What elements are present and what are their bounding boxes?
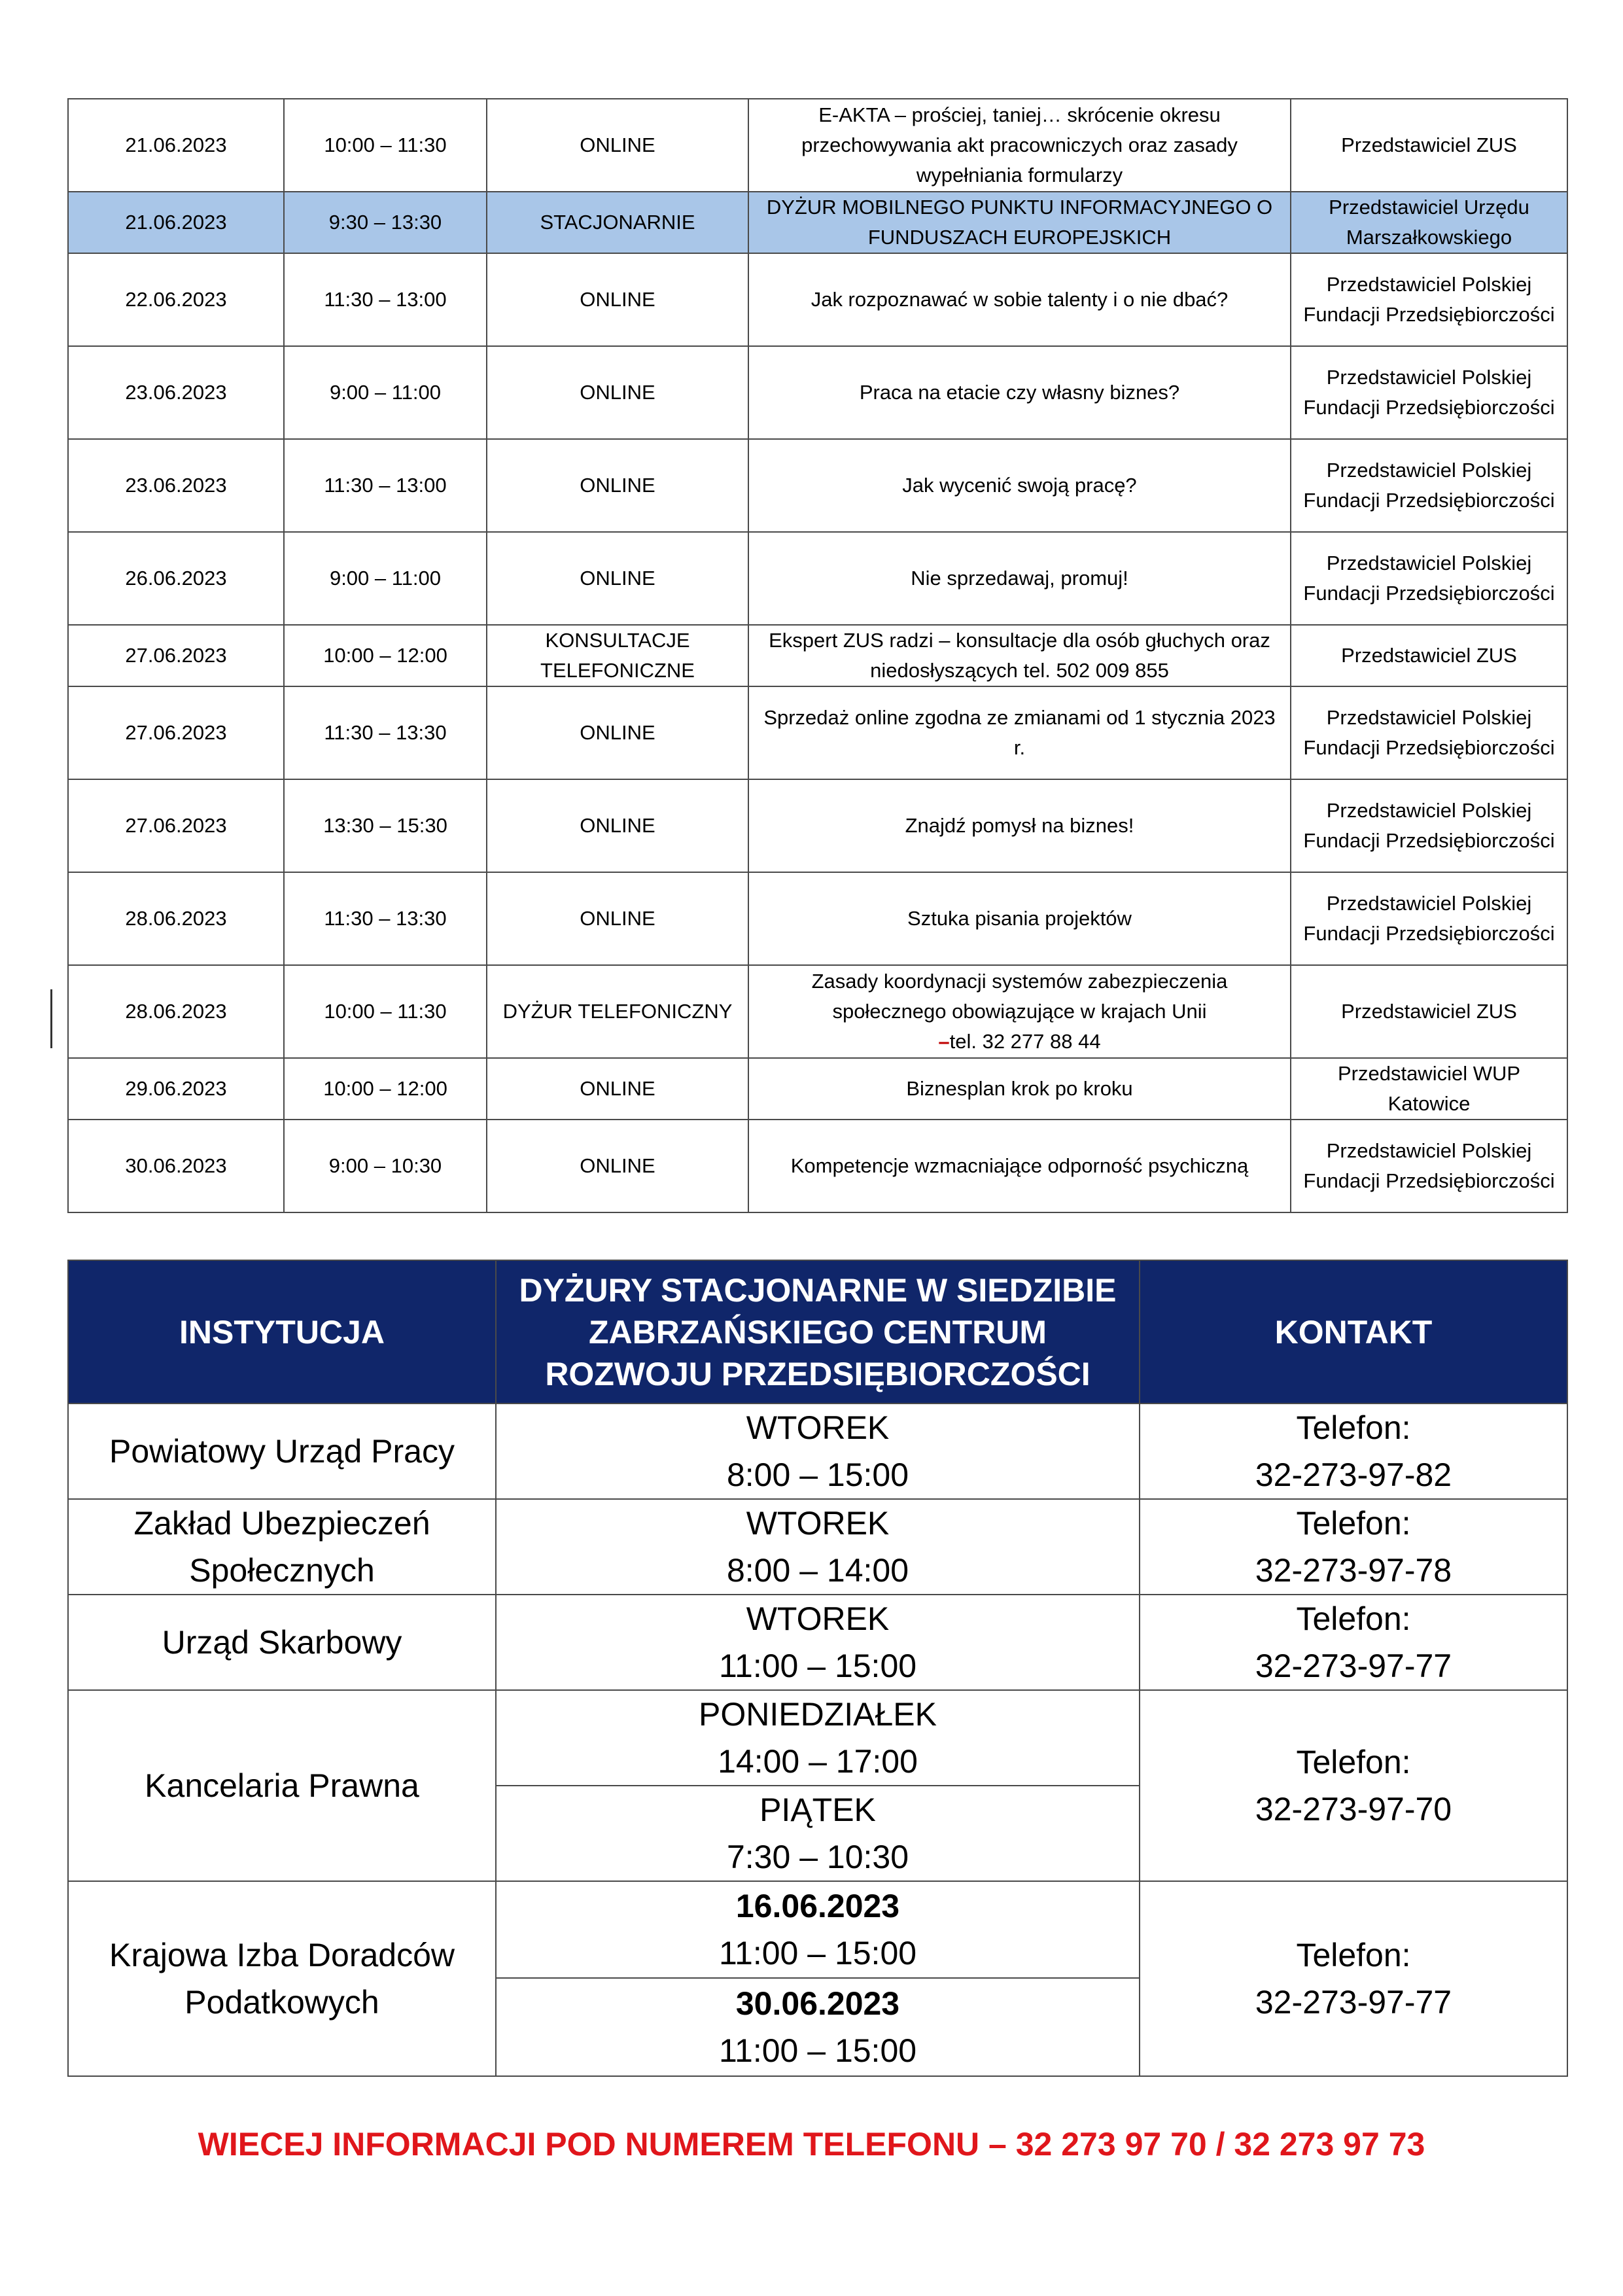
- event-speaker: Przedstawiciel Polskiej Fundacji Przedsiębiorczości: [1291, 253, 1567, 346]
- phone-label: Telefon:: [1296, 1600, 1411, 1637]
- event-form: DYŻUR TELEFONICZNY: [487, 965, 748, 1058]
- duty-day: PONIEDZIAŁEK: [699, 1696, 937, 1733]
- table-row: [68, 1690, 1567, 1786]
- event-time: 9:00 – 11:00: [284, 532, 487, 625]
- contact-cell: [1140, 1690, 1567, 1881]
- events-schedule-table: [67, 98, 1568, 1213]
- institution-name: Urząd Skarbowy: [68, 1595, 496, 1690]
- red-dash-mark: –: [938, 1030, 950, 1053]
- event-speaker: Przedstawiciel Polskiej Fundacji Przedsiębiorczości: [1291, 439, 1567, 532]
- event-form: ONLINE: [487, 779, 748, 872]
- event-speaker: Przedstawiciel Polskiej Fundacji Przedsiębiorczości: [1291, 532, 1567, 625]
- contact-cell: [1140, 1881, 1567, 2076]
- phone-number: 32-273-97-78: [1255, 1552, 1452, 1589]
- event-speaker: Przedstawiciel Polskiej Fundacji Przedsiębiorczości: [1291, 1120, 1567, 1212]
- event-speaker: Przedstawiciel Polskiej Fundacji Przedsiębiorczości: [1291, 872, 1567, 965]
- table-row: [68, 1499, 1567, 1595]
- event-topic: Praca na etacie czy własny biznes?: [748, 346, 1291, 439]
- table-row: [68, 965, 1567, 1058]
- event-date: 27.06.2023: [68, 779, 284, 872]
- header-contact: KONTAKT: [1140, 1260, 1567, 1404]
- duty-time: 11:00 – 15:00: [718, 1935, 917, 1971]
- duty-hours: [496, 1690, 1140, 1786]
- duty-day: WTOREK: [746, 1600, 890, 1637]
- duty-time: 7:30 – 10:30: [726, 1839, 909, 1875]
- event-form: ONLINE: [487, 253, 748, 346]
- table-row: [68, 439, 1567, 532]
- event-speaker: Przedstawiciel Polskiej Fundacji Przedsiębiorczości: [1291, 686, 1567, 779]
- event-topic: Znajdź pomysł na biznes!: [748, 779, 1291, 872]
- duty-day: WTOREK: [746, 1505, 890, 1542]
- event-form: STACJONARNIE: [487, 192, 748, 253]
- event-time: 10:00 – 11:30: [284, 99, 487, 192]
- event-topic: Jak wycenić swoją pracę?: [748, 439, 1291, 532]
- event-date: 28.06.2023: [68, 965, 284, 1058]
- event-date: 23.06.2023: [68, 346, 284, 439]
- event-speaker: Przedstawiciel Polskiej Fundacji Przedsiębiorczości: [1291, 779, 1567, 872]
- office-hours-table: [67, 1260, 1568, 2077]
- table-row: [68, 1881, 1567, 1978]
- table-row: [68, 532, 1567, 625]
- event-time: 11:30 – 13:00: [284, 439, 487, 532]
- phone-label: Telefon:: [1296, 1409, 1411, 1446]
- event-topic-text: Zasady koordynacji systemów zabezpieczenia społecznego obowiązujące w krajach Unii: [811, 970, 1228, 1023]
- contact-cell: [1140, 1404, 1567, 1499]
- phone-label: Telefon:: [1296, 1937, 1411, 1973]
- footer-contact-info: WIECEJ INFORMACJI POD NUMEREM TELEFONU – 32 273 97 70 / 32 273 97 73: [198, 2126, 1425, 2163]
- duty-hours: [496, 1595, 1140, 1690]
- table-row: [68, 625, 1567, 686]
- margin-change-bar: [50, 989, 52, 1048]
- table-row: [68, 1120, 1567, 1212]
- event-date: 30.06.2023: [68, 1120, 284, 1212]
- table-row: [68, 872, 1567, 965]
- event-date: 29.06.2023: [68, 1058, 284, 1120]
- event-time: 9:00 – 11:00: [284, 346, 487, 439]
- phone-label: Telefon:: [1296, 1505, 1411, 1542]
- event-topic: [748, 965, 1291, 1058]
- event-topic: Biznesplan krok po kroku: [748, 1058, 1291, 1120]
- duty-day: WTOREK: [746, 1409, 890, 1446]
- event-speaker: Przedstawiciel Polskiej Fundacji Przedsiębiorczości: [1291, 346, 1567, 439]
- event-date: 28.06.2023: [68, 872, 284, 965]
- duty-date: 16.06.2023: [735, 1888, 900, 1924]
- event-time: 9:00 – 10:30: [284, 1120, 487, 1212]
- event-date: 21.06.2023: [68, 192, 284, 253]
- duty-time: 11:00 – 15:00: [718, 1648, 917, 1684]
- event-topic: Sprzedaż online zgodna ze zmianami od 1 stycznia 2023 r.: [748, 686, 1291, 779]
- duty-time: 14:00 – 17:00: [718, 1743, 918, 1780]
- event-time: 9:30 – 13:30: [284, 192, 487, 253]
- event-time: 11:30 – 13:30: [284, 686, 487, 779]
- duty-day: PIĄTEK: [759, 1792, 876, 1828]
- phone-number: 32-273-97-70: [1255, 1791, 1452, 1828]
- event-speaker: Przedstawiciel ZUS: [1291, 625, 1567, 686]
- duty-time: 11:00 – 15:00: [718, 2032, 917, 2069]
- phone-label: Telefon:: [1296, 1744, 1411, 1780]
- contact-cell: [1140, 1499, 1567, 1595]
- table-row: [68, 253, 1567, 346]
- event-time: 11:30 – 13:30: [284, 872, 487, 965]
- event-time: 10:00 – 11:30: [284, 965, 487, 1058]
- event-topic: Ekspert ZUS radzi – konsultacje dla osób głuchych oraz niedosłyszących tel. 502 009 855: [748, 625, 1291, 686]
- table-header-row: [68, 1260, 1567, 1404]
- institution-name: Powiatowy Urząd Pracy: [68, 1404, 496, 1499]
- event-date: 22.06.2023: [68, 253, 284, 346]
- event-date: 23.06.2023: [68, 439, 284, 532]
- event-topic: DYŻUR MOBILNEGO PUNKTU INFORMACYJNEGO O FUNDUSZACH EUROPEJSKICH: [748, 192, 1291, 253]
- event-topic: E-AKTA – prościej, taniej… skrócenie okresu przechowywania akt pracowniczych oraz zasady wypełniania formularzy: [748, 99, 1291, 192]
- institution-name: Krajowa Izba Doradców Podatkowych: [68, 1881, 496, 2076]
- table-row: [68, 192, 1567, 253]
- event-speaker: Przedstawiciel ZUS: [1291, 965, 1567, 1058]
- event-form: KONSULTACJE TELEFONICZNE: [487, 625, 748, 686]
- event-topic: Sztuka pisania projektów: [748, 872, 1291, 965]
- header-hours: DYŻURY STACJONARNE W SIEDZIBIE ZABRZAŃSKIEGO CENTRUM ROZWOJU PRZEDSIĘBIORCZOŚCI: [496, 1260, 1140, 1404]
- header-institution: INSTYTUCJA: [68, 1260, 496, 1404]
- duty-hours: [496, 1499, 1140, 1595]
- event-speaker: Przedstawiciel WUP Katowice: [1291, 1058, 1567, 1120]
- event-topic: Jak rozpoznawać w sobie talenty i o nie dbać?: [748, 253, 1291, 346]
- duty-hours: [496, 1786, 1140, 1881]
- duty-hours: [496, 1978, 1140, 2076]
- event-topic: Nie sprzedawaj, promuj!: [748, 532, 1291, 625]
- event-time: 13:30 – 15:30: [284, 779, 487, 872]
- event-date: 27.06.2023: [68, 686, 284, 779]
- table-row: [68, 99, 1567, 192]
- table-row: [68, 1404, 1567, 1499]
- contact-cell: [1140, 1595, 1567, 1690]
- event-form: ONLINE: [487, 99, 748, 192]
- event-date: 27.06.2023: [68, 625, 284, 686]
- table-row: [68, 346, 1567, 439]
- event-form: ONLINE: [487, 532, 748, 625]
- institution-name: Kancelaria Prawna: [68, 1690, 496, 1881]
- event-form: ONLINE: [487, 1058, 748, 1120]
- event-speaker: Przedstawiciel Urzędu Marszałkowskiego: [1291, 192, 1567, 253]
- duty-date: 30.06.2023: [735, 1985, 900, 2022]
- phone-number: 32-273-97-77: [1255, 1648, 1452, 1684]
- event-form: ONLINE: [487, 686, 748, 779]
- event-time: 11:30 – 13:00: [284, 253, 487, 346]
- event-date: 26.06.2023: [68, 532, 284, 625]
- event-form: ONLINE: [487, 1120, 748, 1212]
- event-topic-phone: tel. 32 277 88 44: [949, 1030, 1101, 1053]
- event-form: ONLINE: [487, 439, 748, 532]
- event-time: 10:00 – 12:00: [284, 625, 487, 686]
- event-time: 10:00 – 12:00: [284, 1058, 487, 1120]
- duty-time: 8:00 – 14:00: [726, 1552, 909, 1589]
- phone-number: 32-273-97-82: [1255, 1457, 1452, 1493]
- phone-number: 32-273-97-77: [1255, 1984, 1452, 2021]
- institution-name: Zakład Ubezpieczeń Społecznych: [68, 1499, 496, 1595]
- duty-time: 8:00 – 15:00: [726, 1457, 909, 1493]
- table-row: [68, 1058, 1567, 1120]
- table-row: [68, 779, 1567, 872]
- table-row: [68, 686, 1567, 779]
- event-form: ONLINE: [487, 346, 748, 439]
- duty-hours: [496, 1404, 1140, 1499]
- duty-hours: [496, 1881, 1140, 1978]
- event-speaker: Przedstawiciel ZUS: [1291, 99, 1567, 192]
- event-date: 21.06.2023: [68, 99, 284, 192]
- event-form: ONLINE: [487, 872, 748, 965]
- table-row: [68, 1595, 1567, 1690]
- event-topic: Kompetencje wzmacniające odporność psychiczną: [748, 1120, 1291, 1212]
